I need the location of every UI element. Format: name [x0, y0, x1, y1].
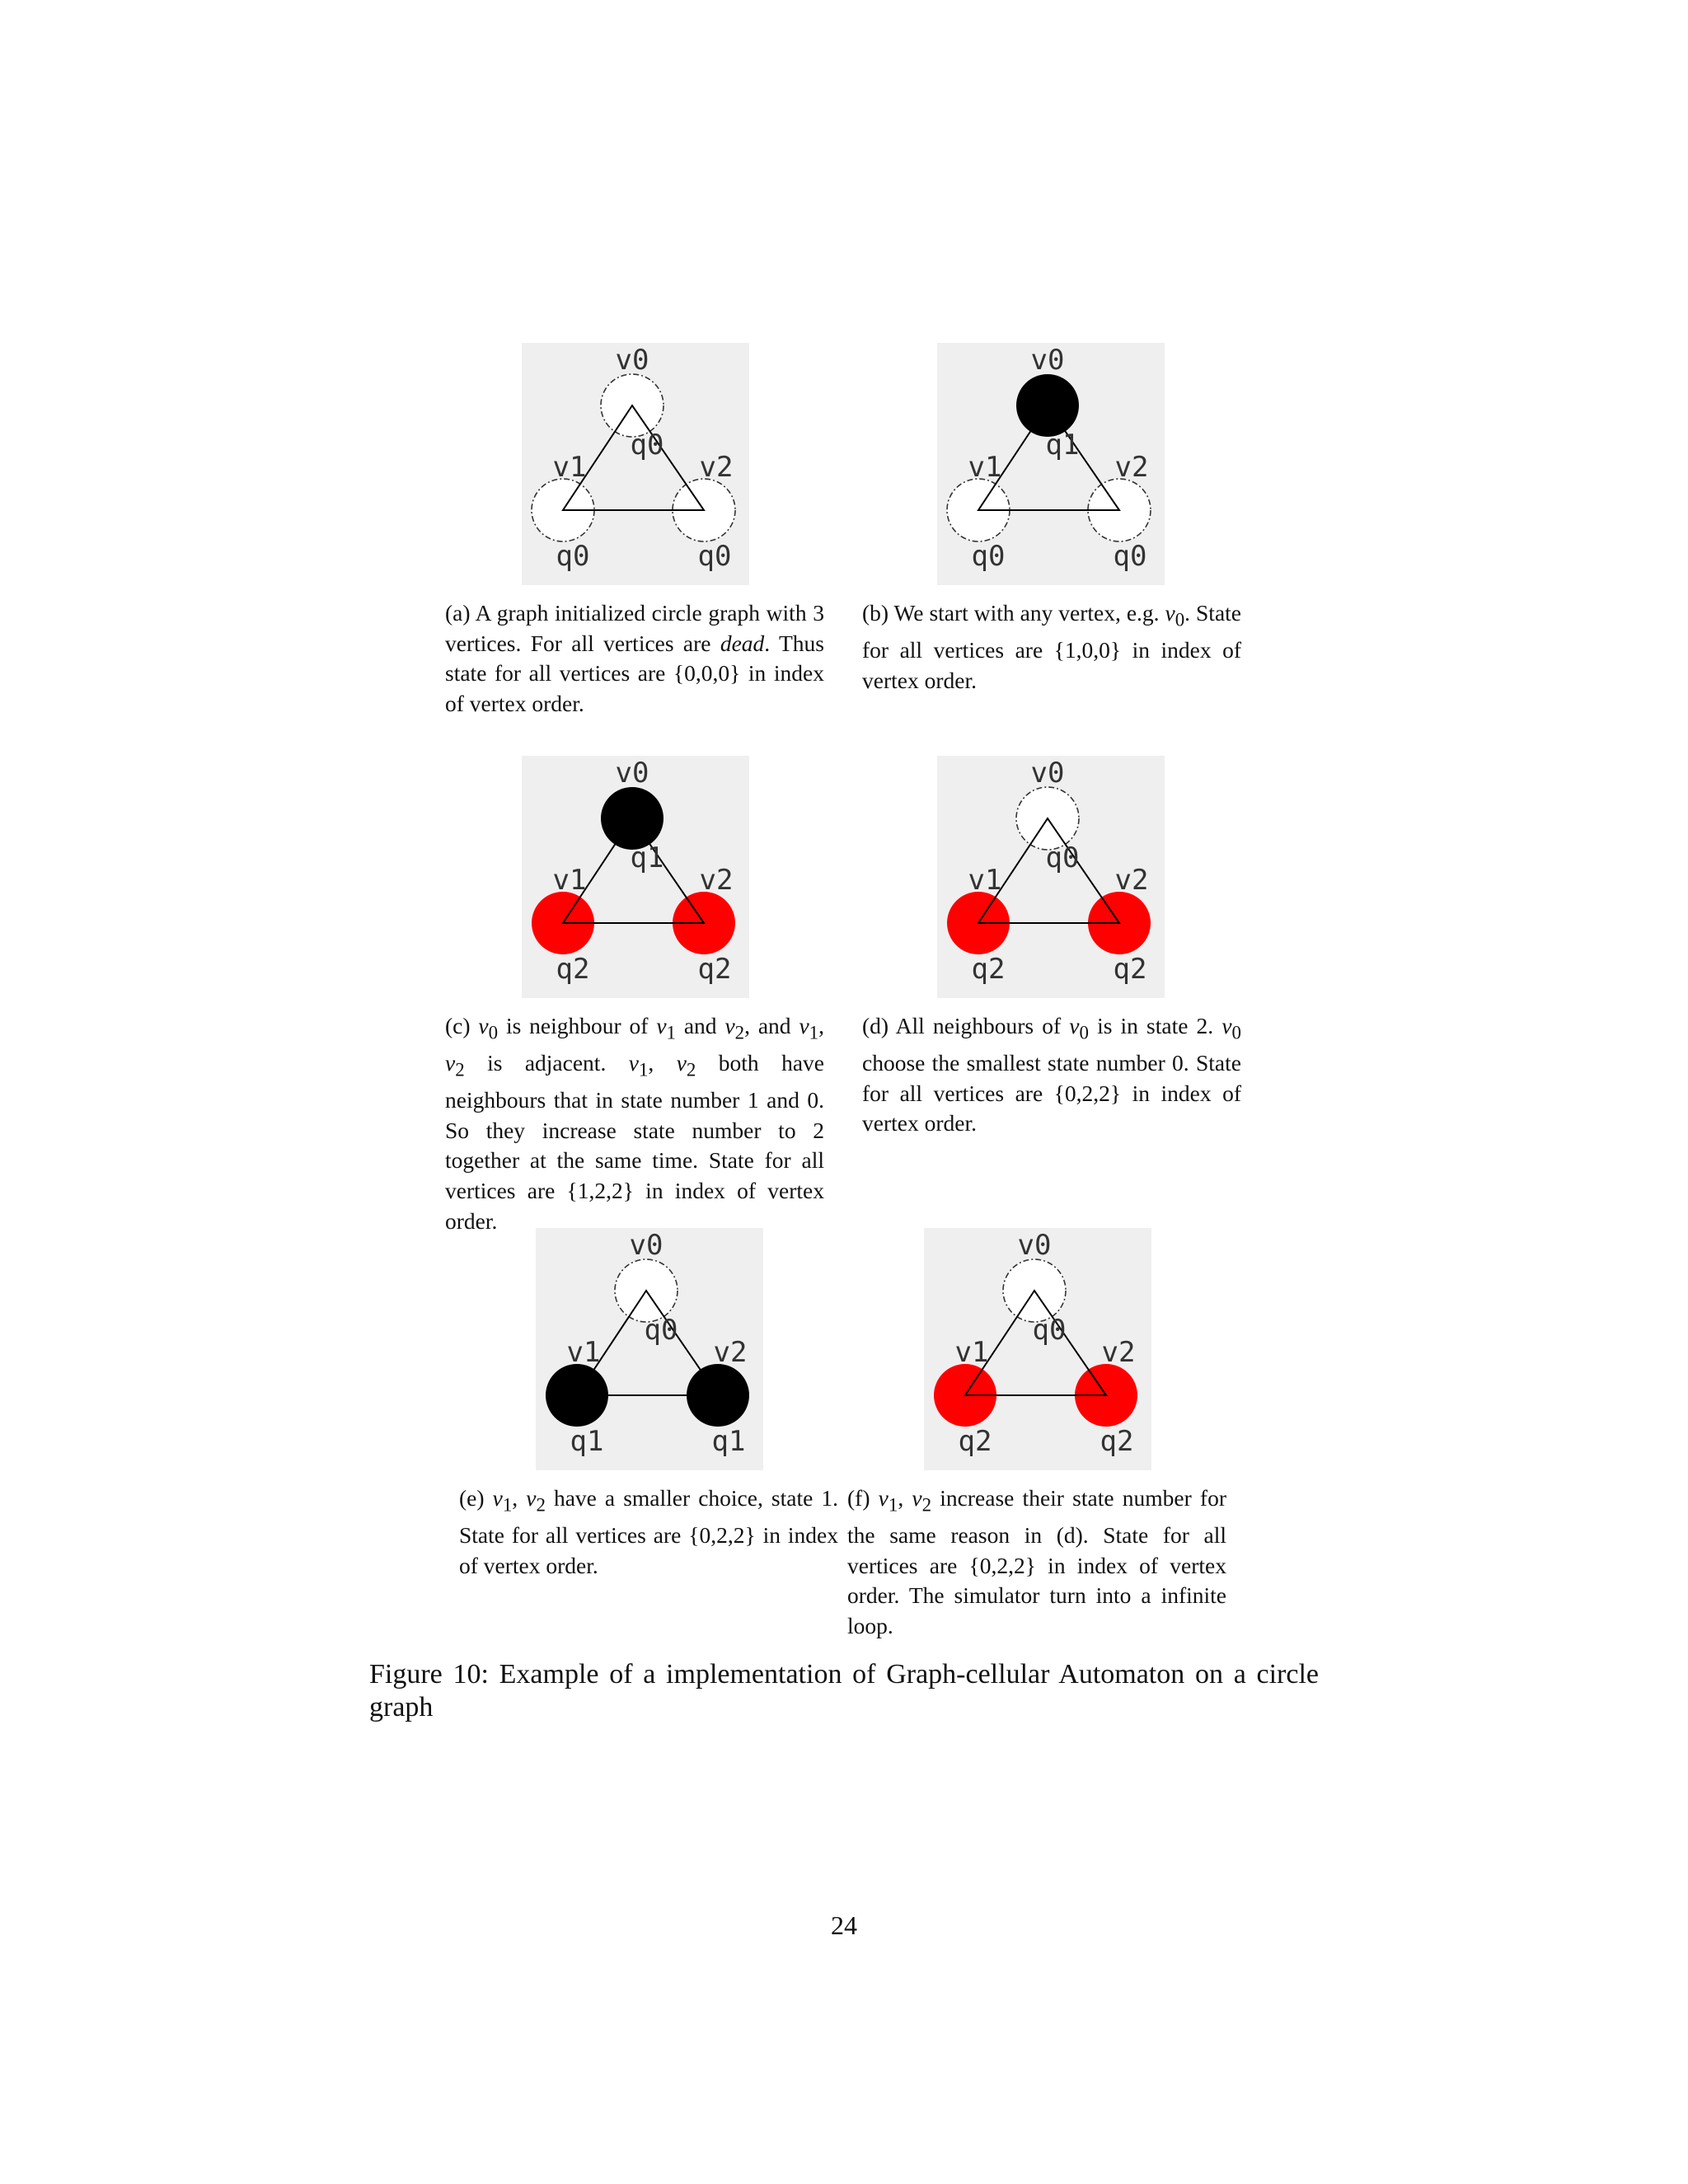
graph-panel-d — [937, 756, 1165, 998]
vertex-label-v1: v1 — [968, 864, 1002, 897]
vertex-label-v2: v2 — [1101, 1336, 1136, 1369]
caption-c: (c) $v_0$ is neighbour of $v_1$ and $v_2$, and $v_1$, $v_2$ is adjacent. $v_1$, $v_2$ both have neighbours that in state number 1 and 0. So they increase state number to 2 together at the same time. State for all vertices are {1,2,2} in index of vertex order. — [445, 1013, 824, 1234]
graph-panel-b — [937, 343, 1165, 585]
graph-e-svg — [536, 1228, 763, 1470]
vertex-label-v1: v1 — [954, 1336, 989, 1369]
vertex-label-v2: v2 — [699, 864, 734, 897]
vertex-label-v1: v1 — [566, 1336, 601, 1369]
state-label-v2: q2 — [1113, 953, 1147, 986]
state-label-v2: q2 — [697, 953, 732, 986]
page-number: 24 — [831, 1910, 857, 1940]
state-label-v2: q0 — [1113, 540, 1147, 573]
vertex-label-v2: v2 — [1114, 451, 1149, 484]
state-label-v2: q0 — [697, 540, 732, 573]
state-label-v1: q0 — [556, 540, 590, 573]
state-label-v0: q0 — [1032, 1314, 1067, 1347]
graph-panel-a — [522, 343, 749, 585]
graph-c-svg — [522, 756, 749, 998]
state-label-v1: q2 — [556, 953, 590, 986]
vertex-label-v0: v0 — [1017, 1229, 1052, 1262]
vertex-label-v2: v2 — [699, 451, 734, 484]
graph-panel-e — [536, 1228, 763, 1470]
state-label-v0: q1 — [1045, 429, 1080, 462]
graph-f-svg — [924, 1228, 1151, 1470]
graph-a-svg — [522, 343, 749, 585]
caption-a: (a) A graph initialized circle graph with 3 vertices. For all vertices are dead. Thus state for all vertices are {0,0,0} in index of vertex order. — [445, 600, 824, 716]
vertex-label-v2: v2 — [1114, 864, 1149, 897]
state-label-v1: q0 — [971, 540, 1006, 573]
state-label-v1: q2 — [958, 1425, 992, 1458]
state-label-v0: q0 — [1045, 841, 1080, 874]
state-label-v2: q1 — [711, 1425, 746, 1458]
vertex-label-v0: v0 — [1030, 344, 1065, 377]
vertex-label-v1: v1 — [552, 864, 587, 897]
state-label-v0: q0 — [630, 429, 664, 462]
state-label-v1: q2 — [971, 953, 1006, 986]
caption-b: (b) We start with any vertex, e.g. $v_0$. State for all vertices are {1,0,0} in index of vertex order. — [862, 600, 1241, 693]
state-label-v0: q1 — [630, 841, 664, 874]
vertex-label-v2: v2 — [713, 1336, 748, 1369]
caption-f: (f) $v_1$, $v_2$ increase their state number for the same reason in (d). State for all vertices are {0,2,2} in index of vertex order. The simulator turn into a infinite loop. — [847, 1485, 1226, 1638]
graph-panel-f — [924, 1228, 1151, 1470]
graph-d-svg — [937, 756, 1165, 998]
state-label-v2: q2 — [1100, 1425, 1134, 1458]
vertex-label-v1: v1 — [552, 451, 587, 484]
vertex-label-v0: v0 — [1030, 757, 1065, 790]
vertex-label-v0: v0 — [615, 344, 649, 377]
graph-panel-c — [522, 756, 749, 998]
caption-e: (e) $v_1$, $v_2$ have a smaller choice, state 1. State for all vertices are {0,2,2} in index of vertex order. — [459, 1485, 839, 1578]
vertex-label-v1: v1 — [968, 451, 1002, 484]
state-label-v0: q0 — [644, 1314, 678, 1347]
figure-caption: Figure 10: Example of a implementation of Graph-cellular Automaton on a circle graph — [369, 1659, 1319, 1722]
state-label-v1: q1 — [570, 1425, 604, 1458]
vertex-label-v0: v0 — [629, 1229, 663, 1262]
graph-b-svg — [937, 343, 1165, 585]
vertex-label-v0: v0 — [615, 757, 649, 790]
caption-d: (d) All neighbours of $v_0$ is in state 2. $v_0$ choose the smallest state number 0. State for all vertices are {0,2,2} in index of vertex order. — [862, 1013, 1241, 1137]
